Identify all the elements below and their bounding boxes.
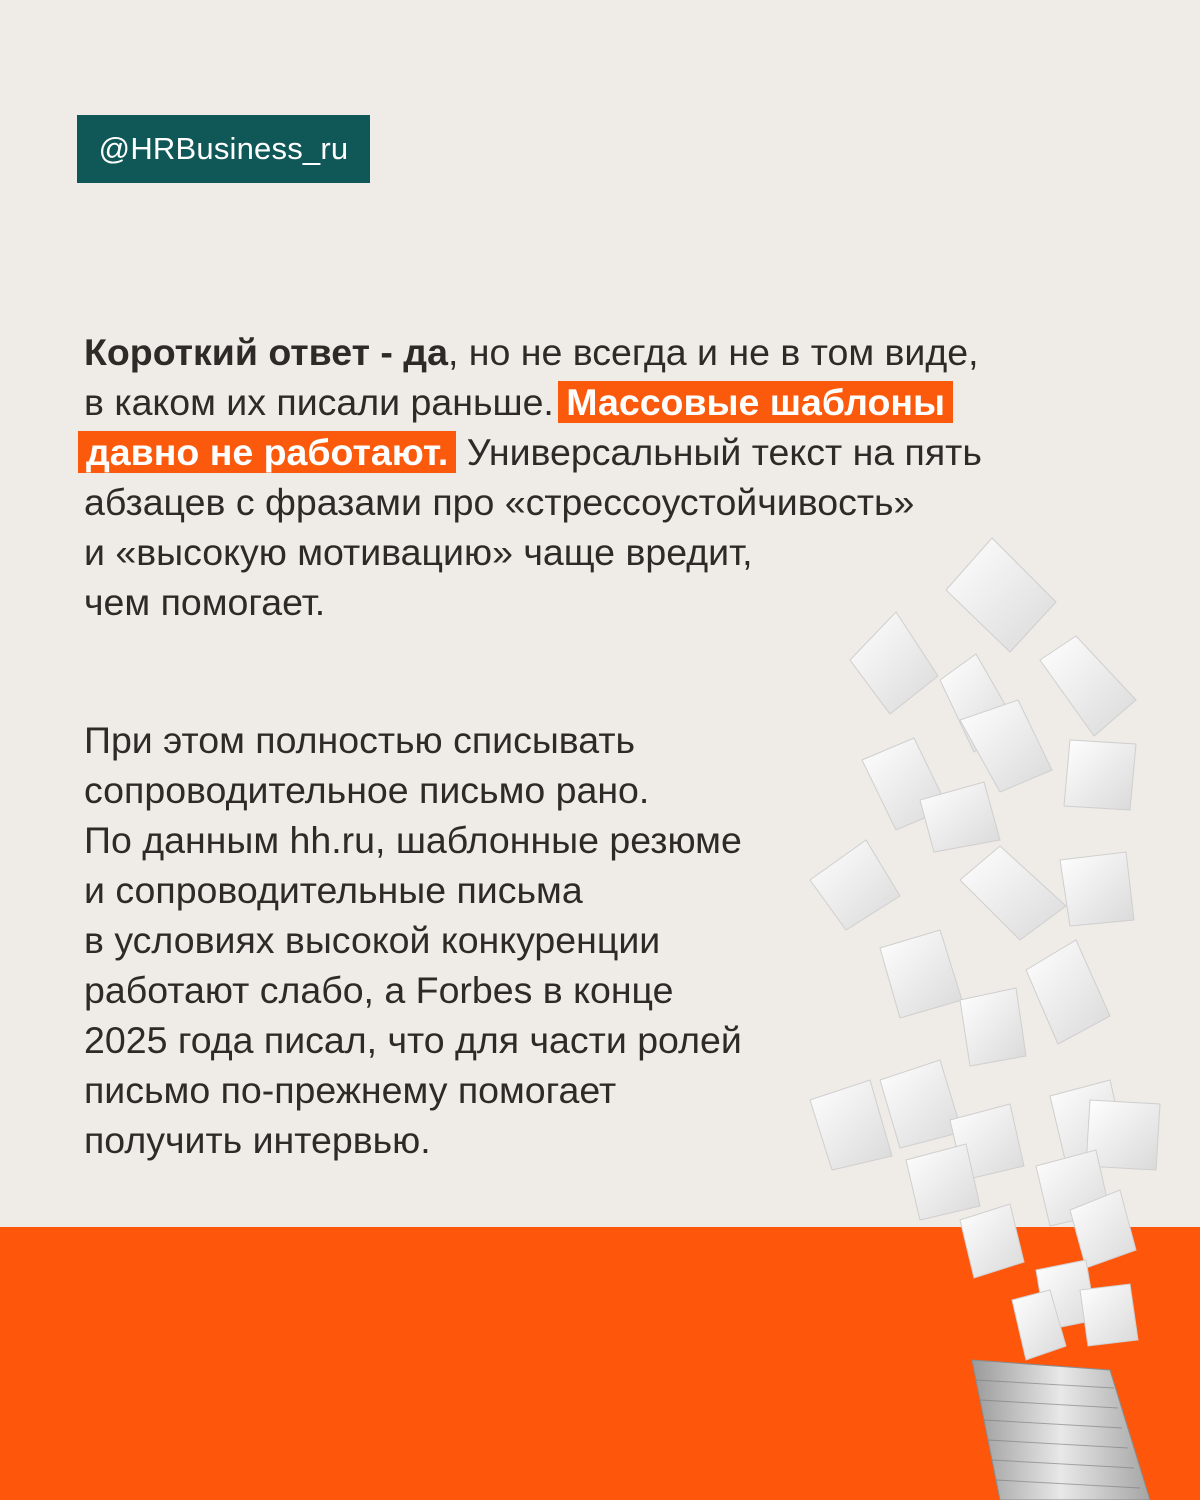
- paragraph-2-line: По данным hh.ru, шаблонные резюме: [84, 819, 742, 861]
- paragraph-1-line-2: в каком их писали раньше. Массовые шаблоны: [84, 377, 1084, 427]
- paper-sheet-icon: [960, 988, 1026, 1066]
- paper-sheet-icon: [960, 846, 1066, 940]
- paragraph-2-line: работают слабо, а Forbes в конце: [84, 969, 674, 1011]
- paragraph-2-line: При этом полностью списывать: [84, 719, 636, 761]
- paragraph-1-line-4: абзацев с фразами про «стрессоустойчивость»: [84, 481, 915, 523]
- paper-sheet-icon: [1036, 1150, 1110, 1226]
- paragraph-1: [84, 327, 1084, 627]
- paragraph-2-line: получить интервью.: [84, 1119, 431, 1161]
- paragraph-2-line: 2025 года писал, что для части ролей: [84, 1019, 742, 1061]
- paragraph-1-line-3: давно не работают. Универсальный текст на пять: [84, 427, 1084, 477]
- bold-lead: Короткий ответ - да: [84, 331, 448, 373]
- paragraph-2-line: и сопроводительные письма: [84, 869, 583, 911]
- paper-sheet-icon: [850, 612, 938, 714]
- paper-sheet-icon: [1064, 740, 1136, 810]
- paper-sheet-icon: [906, 1144, 980, 1220]
- paper-sheet-icon: [1050, 1080, 1126, 1164]
- paragraph-2-line: письмо по-прежнему помогает: [84, 1069, 617, 1111]
- paragraph-2-line: в условиях высокой конкуренции: [84, 919, 661, 961]
- paragraph-1-line-1: Короткий ответ - да, но не всегда и не в том виде,: [84, 331, 979, 373]
- paragraph-2: [84, 715, 844, 1165]
- paper-sheet-icon: [1026, 940, 1110, 1044]
- paragraph-1-line-5: и «высокую мотивацию» чаще вредит,: [84, 531, 753, 573]
- paper-sheet-icon: [1060, 852, 1134, 926]
- paper-sheet-icon: [950, 1104, 1024, 1180]
- account-handle-badge: @HRBusiness_ru: [77, 115, 370, 183]
- paragraph-1-line-6: чем помогает.: [84, 581, 326, 623]
- paper-sheet-icon: [960, 700, 1052, 792]
- highlight-text: давно не работают.: [78, 431, 456, 473]
- orange-footer-band: [0, 1227, 1200, 1500]
- paper-sheet-icon: [862, 738, 948, 830]
- paper-sheet-icon: [920, 782, 1000, 852]
- paper-sheet-icon: [880, 1060, 962, 1148]
- paragraph-2-line: сопроводительное письмо рано.: [84, 769, 650, 811]
- paper-sheet-icon: [1040, 636, 1136, 736]
- paper-sheet-icon: [940, 654, 1014, 752]
- paper-sheet-icon: [880, 930, 962, 1018]
- paper-sheet-icon: [1086, 1100, 1160, 1170]
- highlight-text: Массовые шаблоны: [558, 381, 953, 423]
